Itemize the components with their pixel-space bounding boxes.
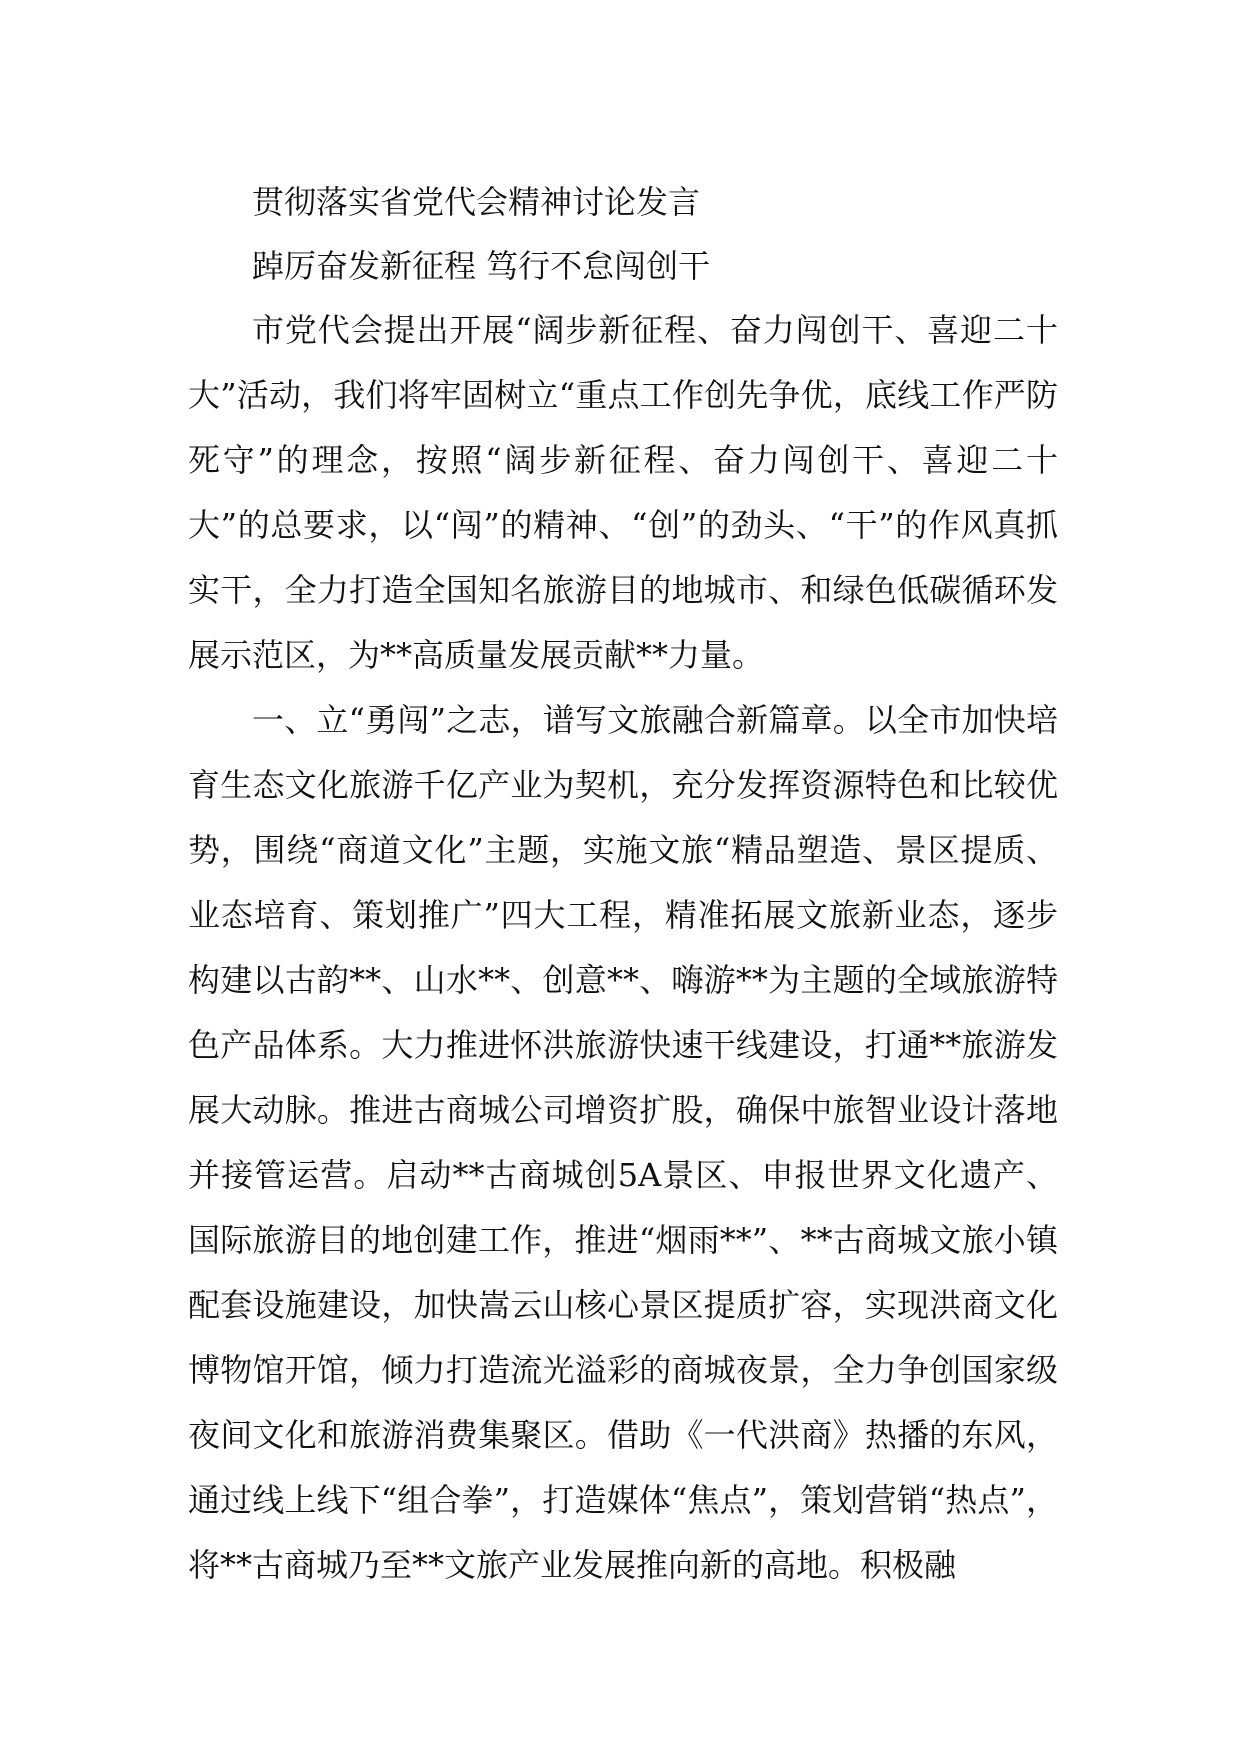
document-subtitle: 踔厉奋发新征程 笃行不怠闯创干 — [252, 247, 711, 285]
paragraph-section-one: 一、立“勇闯”之志，谱写文旅融合新篇章。以全市加快培育生态文化旅游千亿产业为契机，充分发挥资源特色和比较优势，围绕“商道文化”主题，实施文旅“精品塑造、景区提质、业态培育、策划推广”四大工程，精准拓展文旅新业态，逐步构建以古韵**、山水**、创意**、嗨游**为主题的全域旅游特色产品体系。大力推进怀洪旅游快速干线建设，打通**旅游发展大动脉。推进古商城公司增资扩股，确保中旅智业设计落地并接管运营。启动**古商城创5A景区、申报世界文化遗产、国际旅游目的地创建工作，推进“烟雨**”、**古商城文旅小镇配套设施建设，加快嵩云山核心景区提质扩容，实现洪商文化博物馆开馆，倾力打造流光溢彩的商城夜景，全力争创国家级夜间文化和旅游消费集聚区。借助《一代洪商》热播的东风，通过线上线下“组合拳”，打造媒体“焦点”，策划营销“热点”，将**古商城乃至**文旅产业发展推向新的高地。积极融 — [188, 701, 1058, 1584]
document-body — [188, 170, 1058, 1598]
document-title: 贯彻落实省党代会精神讨论发言 — [252, 183, 701, 221]
paragraph-intro: 市党代会提出开展“阔步新征程、奋力闯创干、喜迎二十大”活动，我们将牢固树立“重点工作创先争优，底线工作严防死守”的理念，按照“阔步新征程、奋力闯创干、喜迎二十大”的总要求，以“闯”的精神、“创”的劲头、“干”的作风真抓实干，全力打造全国知名旅游目的地城市、和绿色低碳循环发展示范区，为**高质量发展贡献**力量。 — [188, 311, 1058, 674]
